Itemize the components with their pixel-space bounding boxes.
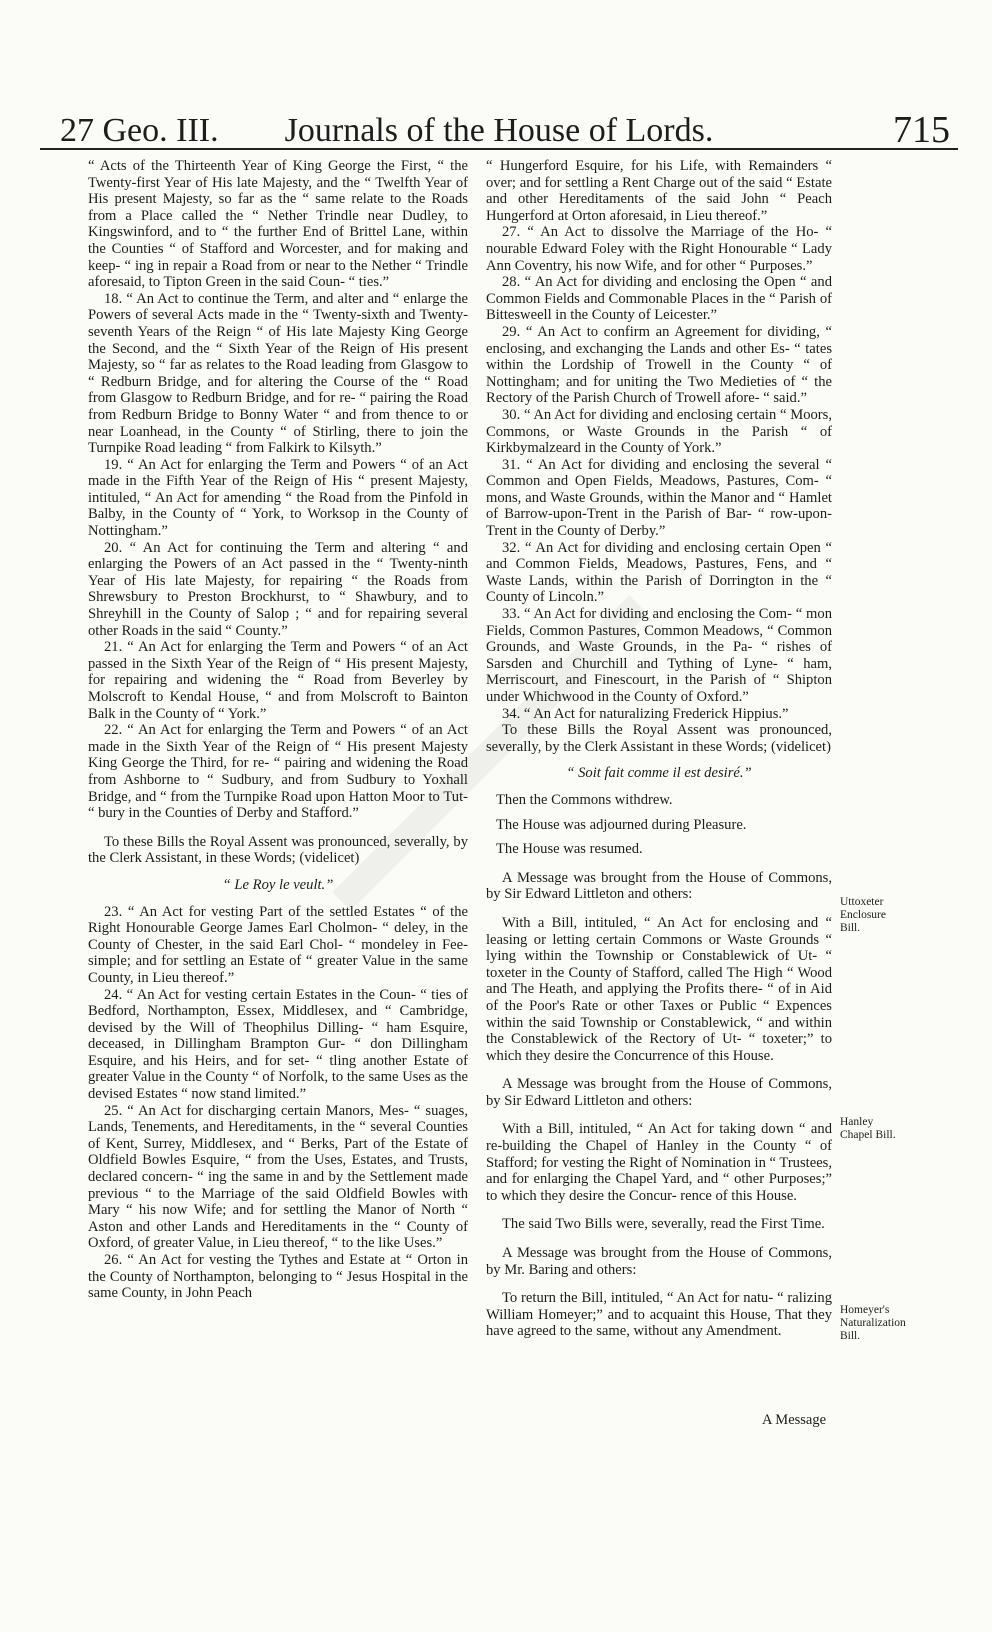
paragraph: 21. “ An Act for enlarging the Term and Powers “ of an Act passed in the Sixth Year of the Reign of “ His present Majesty, for repairing and widening the “ Road from Beverley by Molscroft to Kendal House, “ and from Molscroft to Bainton Balk in the County of “ York.”: [88, 639, 468, 722]
royal-assent-formula: “ Le Roy le veult.”: [222, 876, 334, 893]
paragraph: 29. “ An Act to confirm an Agreement for dividing, “ enclosing, and exchanging the Lands and other Es- “ tates within the Lordship of Trowell in the County “ of Nottingham; and for uniting the Two Medieties of “ the Rectory of the Parish Church of Trowell afore- “ said.”: [486, 323, 832, 407]
bill-paragraph: With a Bill, intituled, “ An Act for taking down “ and re-building the Chapel of Hanley in the County “ of Stafford; for vesting the Right of Nomination in “ Trustees, and for enlarging the Chapel Yard, and “ other Purposes;” to which they desire the Concur- rence of this House.: [486, 1121, 832, 1204]
paragraph: 25. “ An Act for discharging certain Manors, Mes- “ suages, Lands, Tenements, and Hereditaments, in the “ several Counties of Kent, Surrey, Middlesex, and “ Berks, Part of the Estate of Oldfield Bowles Esquire, “ from the Uses, Estates, and Trusts, declared concern- “ ing the same in and by the Settlement made previous “ to the Marriage of the said Oldfield Bowles with Mary “ his now Wife; and for settling the Manor of North “ Aston and other Lands and Hereditaments in the “ County of Oxford, of greater Value, in Lieu thereof, “ to the like Uses.”: [88, 1102, 468, 1252]
paragraph: 23. “ An Act for vesting Part of the settled Estates “ of the Right Honourable George James Earl Cholmon- “ deley, in the County of Chester, in the said Earl Chol- “ mondeley in Fee-simple; and for settling an Estate of “ greater Value in the same County, in Lieu thereof.”: [88, 903, 468, 986]
paragraph: “ Hungerford Esquire, for his Life, with Remainders “ over; and for settling a Rent Charge out of the said “ Estate and other Hereditaments of the said John “ Peach Hungerford at Orton aforesaid, in Lieu thereof.”: [486, 158, 832, 224]
proceeding-line: The House was adjourned during Pleasure.: [496, 816, 747, 833]
left-column: [88, 158, 468, 1302]
right-column: [486, 158, 832, 1340]
paragraph: 32. “ An Act for dividing and enclosing certain Open “ and Common Fields, Meadows, Pastures, Fens, and “ Waste Lands, within the Parish of Dorrington in the “ County of Lincoln.”: [486, 539, 832, 606]
bill-paragraph: To return the Bill, intituled, “ An Act for natu- “ ralizing William Homeyer;” and to acquaint this House, That they have agreed to the same, without any Amendment.: [486, 1290, 832, 1340]
reading-paragraph: The said Two Bills were, severally, read the First Time.: [502, 1216, 825, 1233]
catchword: A Message: [762, 1412, 827, 1428]
paragraph: 30. “ An Act for dividing and enclosing certain “ Moors, Commons, or Waste Grounds in the Parish “ of Kirkbymalzeard in the County of York.”: [486, 406, 832, 457]
paragraph: 28. “ An Act for dividing and enclosing the Open “ and Common Fields and Commonable Places in the “ Parish of Bittesweell in the County of Leicester.”: [486, 274, 832, 324]
paragraph: 24. “ An Act for vesting certain Estates in the Coun- “ ties of Bedford, Northampton, Essex, Middlesex, and “ Cambridge, devised by the Will of Theophilus Dilling- “ ham Esquire, deceased, in Dillingham Brampton Gur- “ don Dillingham Esquire, and his Heirs, and for set- “ tling another Estate of greater Value in the County “ of Norfolk, to the same Uses as the devised Estates “ now stand limited.”: [88, 986, 468, 1103]
journal-title: Journals of the House of Lords.: [284, 112, 714, 149]
royal-assent-note: To these Bills the Royal Assent was pronounced, severally, by the Clerk Assistant, in these Words; (videlicet): [88, 833, 468, 867]
paragraph: 34. “ An Act for naturalizing Frederick Hippius.”: [502, 705, 789, 722]
paragraph: 31. “ An Act for dividing and enclosing the several “ Common and Open Fields, Meadows, Pastures, Com- “ mons, and Waste Grounds, within the Manor and “ Hamlet of Barrow-upon-Trent in the Parish of Bar- “ row-upon-Trent in the County of Derby.”: [486, 456, 832, 540]
paragraph: 19. “ An Act for enlarging the Term and Powers “ of an Act made in the Fifth Year of the Reign of His “ present Majesty, intituled, “ An Act for amending “ the Road from the Pinfold in Balby, in the County of “ York, to Worksop in the County of Nottingham.”: [88, 456, 468, 540]
paragraph: 22. “ An Act for enlarging the Term and Powers “ of an Act made in the Sixth Year of the Reign of “ His present Majesty King George the Third, for re- “ pairing and widening the Road from Ashborne to “ Sudbury, and from Sudbury to Yoxhall Bridge, and “ from the Turnpike Road upon Hatton Moor to Tut- “ bury in the Counties of Derby and Stafford.”: [88, 722, 468, 822]
royal-assent-note: To these Bills the Royal Assent was pronounced, severally, by the Clerk Assistant in these Words; (videlicet): [486, 722, 832, 755]
paragraph: 26. “ An Act for vesting the Tythes and Estate at “ Orton in the County of Northampton, belonging to “ Jesus Hospital in the same County, in John Peach: [88, 1252, 468, 1302]
regnal-year: 27 Geo. III.: [60, 112, 219, 149]
royal-assent-formula: “ Soit fait comme il est desiré.”: [566, 765, 752, 782]
proceeding-line: Then the Commons withdrew.: [496, 791, 673, 808]
paragraph: 33. “ An Act for dividing and enclosing the Com- “ mon Fields, Common Pastures, Common Meadows, “ Common Grounds, and Waste Grounds, in the Pa- “ rishes of Sarsden and Churchill and Tything of Lyne- “ ham, Merriscourt, and Finescourt, in the Parish of “ Shipton under Whichwood in the County of Oxford.”: [486, 606, 832, 705]
margin-note-homeyer: Homeyer's Naturalization Bill.: [840, 1304, 906, 1342]
message-paragraph: A Message was brought from the House of Commons, by Sir Edward Littleton and others:: [486, 1076, 832, 1109]
page-number: 715: [893, 109, 950, 151]
paragraph: “ Acts of the Thirteenth Year of King George the First, “ the Twenty-first Year of His late Majesty, and the “ Twelfth Year of His present Majesty, so far as the “ same relate to the Roads from a Place called the “ Nether Trindle near Dudley, to Kingswinford, and to “ the further End of Brittel Lane, within the Counties “ of Stafford and Worcester, and for making and keep- “ ing in repair a Road from or near to the Nether “ Trindle aforesaid, to Tipton Green in the said Coun- “ ties.”: [88, 158, 468, 291]
page-header: [40, 104, 958, 150]
margin-note-hanley: Hanley Chapel Bill.: [840, 1116, 896, 1141]
paragraph: 27. “ An Act to dissolve the Marriage of the Ho- “ nourable Edward Foley with the Right Honourable “ Lady Ann Coventry, his now Wife, and for other “ Purposes.”: [486, 224, 832, 274]
proceeding-line: The House was resumed.: [496, 841, 643, 858]
bill-paragraph: With a Bill, intituled, “ An Act for enclosing and “ leasing or letting certain Commons or Waste Grounds “ lying within the Township or Constablewick of Ut- “ toxeter in the County of Stafford, called The High “ Wood and The Heath, and applying the Profits there- “ of in Aid of the Poor's Rate or other Taxes or Public “ Expences within the said Township or Constablewick, “ and within the Constablewick of the Rectory of Ut- “ toxeter;” to which they desire the Concurrence of this House.: [486, 914, 832, 1064]
margin-note-uttoxeter: Uttoxeter Enclosure Bill.: [840, 896, 886, 934]
message-paragraph: A Message was brought from the House of Commons, by Mr. Baring and others:: [486, 1245, 832, 1278]
paragraph: 18. “ An Act to continue the Term, and alter and “ enlarge the Powers of several Acts made in the “ Twenty-sixth and Twenty-seventh Years of the Reign “ of His late Majesty King George the Second, and the “ Sixth Year of the Reign of His present Majesty, so “ far as relates to the Road leading from Glasgow to “ Redburn Bridge, and for altering the Course of the “ Road from Glasgow to Redburn Bridge, and for re- “ pairing the Road from Redburn Bridge to Bonny Water “ and from thence to or near Loanhead, in the County “ of Stirling, there to join the Turnpike Road leading “ from Falkirk to Kilsyth.”: [88, 290, 468, 457]
message-paragraph: A Message was brought from the House of Commons, by Sir Edward Littleton and others:: [486, 869, 832, 903]
paragraph: 20. “ An Act for continuing the Term and altering “ and enlarging the Powers of an Act passed in the “ Twenty-ninth Year of His late Majesty, for repairing “ the Roads from Shrewsbury to Preston Brockhurst, to “ Shawbury, and to Shreyhill in the County of Salop ; “ and for repairing several other Roads in the said “ County.”: [88, 539, 468, 639]
